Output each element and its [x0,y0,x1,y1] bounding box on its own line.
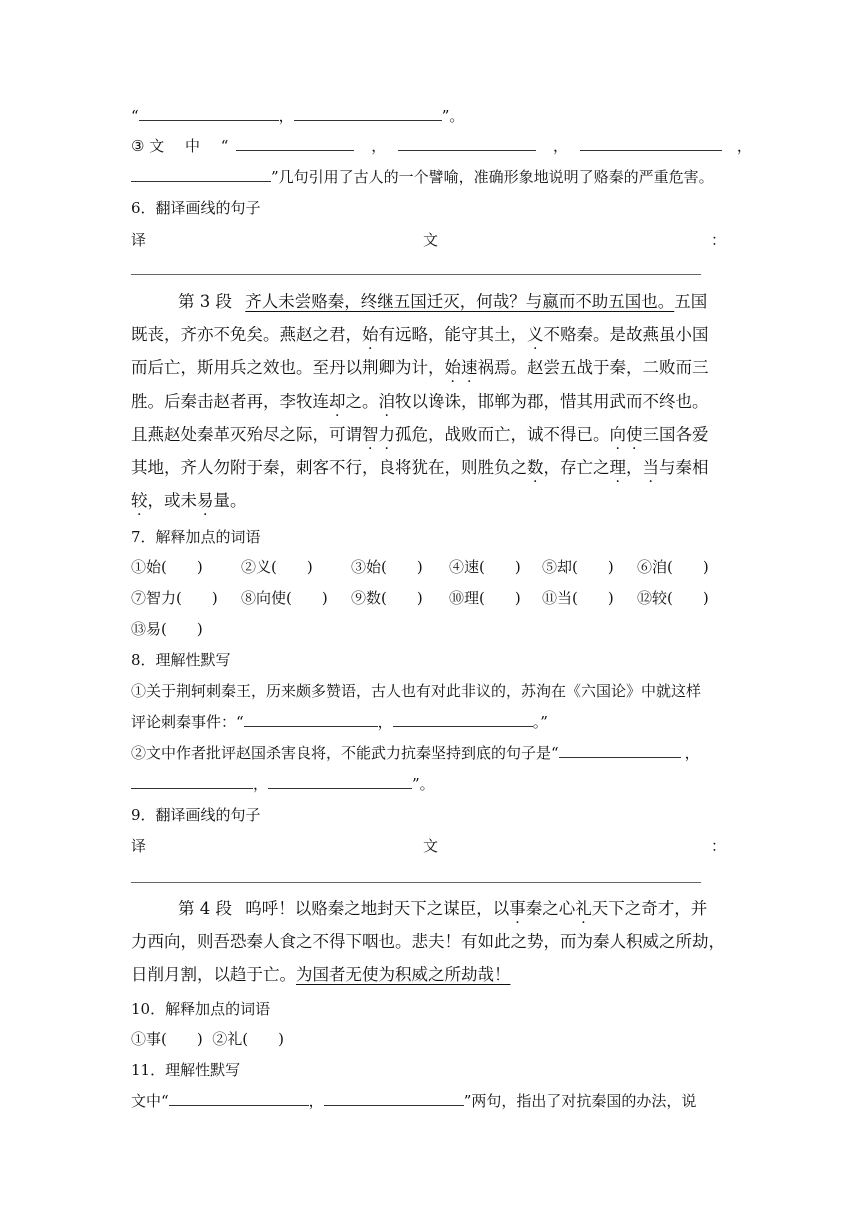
passage-text: 孤危，战败而亡，诚不得已。 [395,425,610,444]
underlined-sentence: 为国者无使为积威之所劫哉！ [296,965,511,984]
dotted-word: 礼 [575,899,592,918]
dotted-word: 理 [609,458,626,477]
answer-blank[interactable] [131,167,271,182]
separator: ， [377,713,393,731]
separator: ， [278,107,294,125]
answer-blank[interactable] [244,712,378,727]
dotted-word: 智 [362,425,379,444]
passage-text: 祸焉。赵尝五战于秦，二败而三 [477,358,709,377]
separator: ， [736,137,752,155]
quote-close: ”。 [412,775,435,793]
paragraph-label: 第 3 段 [178,292,232,311]
answer-line[interactable] [131,882,701,883]
answer-blank[interactable] [398,136,536,151]
q8-item-1-fill [131,712,731,732]
item-text: ”两句，指出了对抗秦国的办法，说 [463,1092,697,1110]
vocab-item[interactable]: ⑫较( ) [637,589,709,607]
paragraph-label: 第 4 段 [178,899,232,918]
question-6-title: 6．翻译画线的句子 [131,199,261,217]
answer-line[interactable] [131,274,701,275]
dotted-word: 较 [131,491,148,510]
item-text: 文 中 “ [149,137,237,155]
q8-item-2 [131,743,731,763]
dotted-word: 速 [461,358,478,377]
item-number: ③ [131,137,145,155]
vocab-item[interactable]: ①始( ) [131,558,203,576]
q8-item-2-cont [131,774,731,794]
vocab-item[interactable]: ⑬易( ) [131,620,203,638]
passage-text: 且燕赵处秦革灭殆尽之际，可谓 [131,425,362,444]
answer-blank[interactable] [294,106,442,121]
dotted-word: 始 [444,358,461,377]
passage-text: 而后亡，斯用兵之效也。至丹以荆卿为计， [131,358,445,377]
dotted-word: 洎 [378,392,395,411]
passage-text: 不赂秦。是故燕虽小国 [543,325,709,344]
dotted-word: 义 [527,325,544,344]
vocab-item[interactable]: ⑪当( ) [542,589,614,607]
separator: ， [553,137,569,155]
passage-text: ， [626,458,643,477]
question-10-title: 10．解释加点的词语 [131,1000,271,1018]
quote-close: ”。 [441,107,465,125]
colon: ： [711,837,727,855]
item-text: ②文中作者批评赵国杀害良将，不能武力抗秦坚持到底的句子是“ [131,744,559,762]
q6-translation-row [131,230,731,250]
dotted-word: 易 [197,491,214,510]
passage-text: 牧以谗诛，邯郸为郡，惜其用武而不终也。 [395,392,709,411]
yi-label: 译 [131,837,147,855]
para3-line-3 [131,358,731,378]
answer-blank[interactable] [324,1091,464,1106]
dotted-word: 数 [527,458,544,477]
q5-item-3-cont [131,167,731,187]
answer-blank[interactable] [139,106,279,121]
para4-line-2: 力西向，则吾恐秦人食之不得下咽也。悲夫！有如此之势，而为秦人积威之所劫， [131,932,725,951]
separator: ， [308,1092,324,1110]
q9-translation-row [131,836,731,856]
vocab-item[interactable]: ⑩理( ) [449,589,521,607]
wen-label: 文 [423,837,439,855]
dotted-word: 始 [362,325,379,344]
passage-text: 与秦相 [659,458,709,477]
q7-row-3 [131,619,731,639]
answer-blank[interactable] [559,743,681,758]
para3-line-7 [131,491,731,511]
answer-blank[interactable] [131,774,253,789]
passage-text: 有远略，能守其土， [378,325,527,344]
answer-blank[interactable] [393,712,533,727]
quote-close: 。” [532,713,548,731]
vocab-item[interactable]: ⑦智力( ) [131,589,218,607]
para3-line-1 [178,292,778,312]
q5-fill-line-1 [131,106,731,126]
passage-text: 日削月割，以趋于亡。 [131,965,296,984]
separator: ， [371,137,387,155]
quote-open: “ [131,107,139,125]
q10-items[interactable]: ①事( ) ②礼( ) [131,1030,284,1048]
dotted-word: 事 [509,899,526,918]
passage-text: ，或未 [147,491,197,510]
vocab-item[interactable]: ⑨数( ) [351,589,423,607]
passage-text: 胜。后秦击赵者再，李牧连 [131,392,329,411]
dotted-word: 力 [378,425,395,444]
passage-text: ，存亡之 [543,458,610,477]
q8-item-1-text: ①关于荆轲刺秦王，历来颇多赞语，古人也有对此非议的，苏洵在《六国论》中就这样 [131,682,702,700]
passage-text: 呜呼！以赂秦之地封天下之谋臣，以 [245,899,510,918]
underlined-sentence: 齐人未尝赂秦，终继五国迁灭，何哉？与嬴而不助五国也。 [245,292,675,311]
vocab-item[interactable]: ④速( ) [449,558,521,576]
separator: ， [253,775,269,793]
vocab-item[interactable]: ③始( ) [351,558,423,576]
vocab-item[interactable]: ⑧向使( ) [241,589,328,607]
passage-text: 秦之心 [525,899,576,918]
item-text: ”几句引用了古人的一个譬喻，准确形象地说明了赂秦的严重危害。 [271,168,714,186]
dotted-word: 却 [329,392,346,411]
answer-blank[interactable] [169,1091,309,1106]
item-text: 文中“ [131,1092,169,1110]
question-8-title: 8．理解性默写 [131,651,231,669]
answer-blank[interactable] [236,136,354,151]
question-9-title: 9．翻译画线的句子 [131,806,261,824]
para3-line-6 [131,458,731,478]
para4-line-3 [131,965,731,985]
passage-text: 既丧，齐亦不免矣。燕赵之君， [131,325,362,344]
para3-line-2 [131,325,731,345]
passage-text: 其地，齐人勿附于秦，刺客不行，良将犹在，则胜负之 [131,458,527,477]
answer-blank[interactable] [580,136,722,151]
question-11-title: 11．理解性默写 [131,1061,241,1079]
vocab-item[interactable]: ⑥洎( ) [637,558,709,576]
passage-text: 五国 [674,292,708,311]
answer-blank[interactable] [268,774,412,789]
colon: ： [711,231,727,249]
q5-item-3 [131,136,752,156]
yi-label: 译 [131,231,147,249]
dotted-word: 使 [626,425,643,444]
vocab-item[interactable]: ②义( ) [241,558,313,576]
item-text: 评论刺秦事件：“ [131,713,244,731]
para3-line-4 [131,392,731,412]
para4-line-1 [178,899,778,919]
wen-label: 文 [423,231,439,249]
vocab-item[interactable]: ⑤却( ) [542,558,614,576]
passage-text: 量。 [213,491,247,510]
passage-text: 三国各爱 [642,425,709,444]
passage-text: 之。 [345,392,379,411]
dotted-word: 向 [609,425,626,444]
question-7-title: 7．解释加点的词语 [131,528,261,546]
dotted-word: 当 [642,458,659,477]
q11-fill [131,1091,731,1111]
passage-text: 天下之奇才，并 [591,899,708,918]
separator: ， [684,744,700,762]
para3-line-5 [131,425,731,445]
